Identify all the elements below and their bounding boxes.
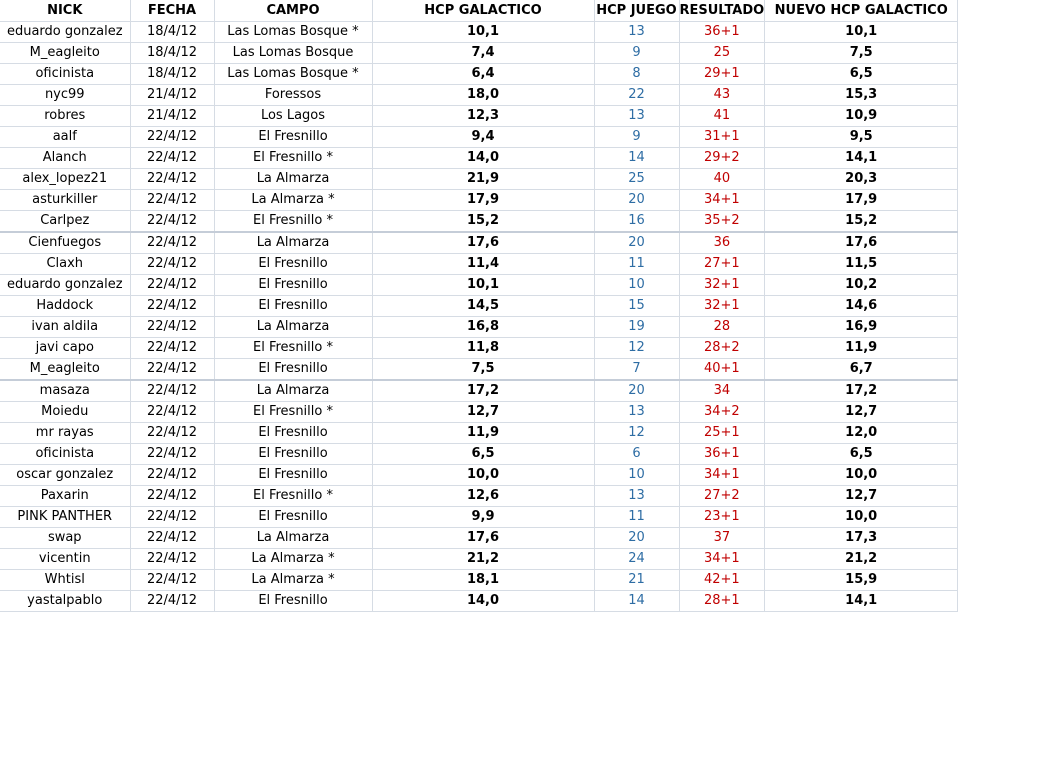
cell-nuevo-hcp[interactable]: 14,1 xyxy=(765,591,958,612)
cell-fecha[interactable]: 22/4/12 xyxy=(130,486,214,507)
cell-nick[interactable]: oscar gonzalez xyxy=(0,465,130,486)
cell-resultado[interactable]: 41 xyxy=(679,106,765,127)
table-row xyxy=(0,359,958,381)
cell-resultado[interactable]: 27+1 xyxy=(679,254,765,275)
cell-nick[interactable]: eduardo gonzalez xyxy=(0,22,130,43)
cell-nuevo-hcp[interactable]: 14,6 xyxy=(765,296,958,317)
cell-campo[interactable]: El Fresnillo * xyxy=(214,402,372,423)
cell-nuevo-hcp[interactable]: 7,5 xyxy=(765,43,958,64)
cell-hcp-juego[interactable]: 13 xyxy=(594,22,679,43)
table-row xyxy=(0,444,958,465)
table-row xyxy=(0,64,958,85)
cell-resultado[interactable]: 35+2 xyxy=(679,211,765,233)
cell-nick[interactable]: nyc99 xyxy=(0,85,130,106)
cell-resultado[interactable]: 42+1 xyxy=(679,570,765,591)
cell-campo[interactable]: La Almarza * xyxy=(214,190,372,211)
cell-hcp-juego[interactable]: 25 xyxy=(594,169,679,190)
cell-fecha[interactable]: 22/4/12 xyxy=(130,465,214,486)
cell-fecha[interactable]: 22/4/12 xyxy=(130,127,214,148)
cell-resultado[interactable]: 28+1 xyxy=(679,591,765,612)
cell-hcp-juego[interactable]: 19 xyxy=(594,317,679,338)
cell-nick[interactable]: Whtisl xyxy=(0,570,130,591)
cell-hcp-juego[interactable]: 9 xyxy=(594,43,679,64)
table-row xyxy=(0,211,958,233)
header-row xyxy=(0,0,958,22)
cell-resultado[interactable]: 36 xyxy=(679,232,765,254)
cell-nick[interactable]: Carlpez xyxy=(0,211,130,233)
cell-resultado[interactable]: 31+1 xyxy=(679,127,765,148)
cell-fecha[interactable]: 22/4/12 xyxy=(130,359,214,381)
cell-hcp-juego[interactable]: 7 xyxy=(594,359,679,381)
cell-nuevo-hcp[interactable]: 9,5 xyxy=(765,127,958,148)
cell-resultado[interactable]: 43 xyxy=(679,85,765,106)
cell-hcp-galactico[interactable]: 11,4 xyxy=(372,254,594,275)
cell-hcp-galactico[interactable]: 6,4 xyxy=(372,64,594,85)
cell-hcp-galactico[interactable]: 18,1 xyxy=(372,570,594,591)
cell-resultado[interactable]: 29+2 xyxy=(679,148,765,169)
table-row xyxy=(0,254,958,275)
table-row xyxy=(0,106,958,127)
cell-campo[interactable]: El Fresnillo xyxy=(214,591,372,612)
table-body xyxy=(0,22,958,612)
cell-fecha[interactable]: 22/4/12 xyxy=(130,380,214,402)
table-row xyxy=(0,275,958,296)
cell-nick[interactable]: alex_lopez21 xyxy=(0,169,130,190)
cell-campo[interactable]: La Almarza xyxy=(214,528,372,549)
header-fecha[interactable]: FECHA xyxy=(130,0,214,22)
cell-nick[interactable]: Paxarin xyxy=(0,486,130,507)
cell-fecha[interactable]: 22/4/12 xyxy=(130,190,214,211)
cell-nuevo-hcp[interactable]: 12,7 xyxy=(765,402,958,423)
cell-nick[interactable]: asturkiller xyxy=(0,190,130,211)
cell-campo[interactable]: Foressos xyxy=(214,85,372,106)
cell-hcp-juego[interactable]: 20 xyxy=(594,190,679,211)
cell-fecha[interactable]: 22/4/12 xyxy=(130,254,214,275)
cell-hcp-galactico[interactable]: 11,9 xyxy=(372,423,594,444)
cell-campo[interactable]: El Fresnillo xyxy=(214,296,372,317)
cell-hcp-galactico[interactable]: 18,0 xyxy=(372,85,594,106)
cell-fecha[interactable]: 18/4/12 xyxy=(130,64,214,85)
header-nick[interactable]: NICK xyxy=(0,0,130,22)
cell-fecha[interactable]: 22/4/12 xyxy=(130,570,214,591)
cell-hcp-galactico[interactable]: 7,4 xyxy=(372,43,594,64)
cell-fecha[interactable]: 22/4/12 xyxy=(130,444,214,465)
cell-resultado[interactable]: 40 xyxy=(679,169,765,190)
cell-fecha[interactable]: 22/4/12 xyxy=(130,507,214,528)
cell-hcp-juego[interactable]: 6 xyxy=(594,444,679,465)
cell-fecha[interactable]: 22/4/12 xyxy=(130,549,214,570)
cell-fecha[interactable]: 18/4/12 xyxy=(130,22,214,43)
cell-campo[interactable]: La Almarza * xyxy=(214,570,372,591)
table-row xyxy=(0,402,958,423)
table-row xyxy=(0,380,958,402)
cell-campo[interactable]: El Fresnillo xyxy=(214,254,372,275)
cell-nuevo-hcp[interactable]: 10,0 xyxy=(765,465,958,486)
cell-fecha[interactable]: 22/4/12 xyxy=(130,423,214,444)
cell-fecha[interactable]: 21/4/12 xyxy=(130,85,214,106)
cell-hcp-juego[interactable]: 12 xyxy=(594,423,679,444)
cell-hcp-juego[interactable]: 20 xyxy=(594,232,679,254)
cell-nuevo-hcp[interactable]: 14,1 xyxy=(765,148,958,169)
cell-nuevo-hcp[interactable]: 15,3 xyxy=(765,85,958,106)
cell-nick[interactable]: Claxh xyxy=(0,254,130,275)
cell-nuevo-hcp[interactable]: 10,9 xyxy=(765,106,958,127)
cell-hcp-galactico[interactable]: 7,5 xyxy=(372,359,594,381)
header-campo[interactable]: CAMPO xyxy=(214,0,372,22)
cell-hcp-juego[interactable]: 11 xyxy=(594,507,679,528)
cell-hcp-juego[interactable]: 14 xyxy=(594,591,679,612)
cell-campo[interactable]: Los Lagos xyxy=(214,106,372,127)
cell-nuevo-hcp[interactable]: 6,7 xyxy=(765,359,958,381)
cell-nuevo-hcp[interactable]: 15,9 xyxy=(765,570,958,591)
cell-nick[interactable]: Alanch xyxy=(0,148,130,169)
cell-nuevo-hcp[interactable]: 12,0 xyxy=(765,423,958,444)
cell-hcp-juego[interactable]: 20 xyxy=(594,528,679,549)
cell-hcp-galactico[interactable]: 12,6 xyxy=(372,486,594,507)
cell-campo[interactable]: La Almarza xyxy=(214,380,372,402)
cell-hcp-galactico[interactable]: 21,9 xyxy=(372,169,594,190)
cell-fecha[interactable]: 22/4/12 xyxy=(130,402,214,423)
cell-hcp-galactico[interactable]: 15,2 xyxy=(372,211,594,233)
cell-hcp-juego[interactable]: 20 xyxy=(594,380,679,402)
cell-hcp-juego[interactable]: 14 xyxy=(594,148,679,169)
table-row xyxy=(0,232,958,254)
cell-nuevo-hcp[interactable]: 6,5 xyxy=(765,444,958,465)
cell-nuevo-hcp[interactable]: 11,9 xyxy=(765,338,958,359)
cell-hcp-juego[interactable]: 10 xyxy=(594,275,679,296)
table-row xyxy=(0,570,958,591)
cell-nick[interactable]: Cienfuegos xyxy=(0,232,130,254)
cell-campo[interactable]: El Fresnillo xyxy=(214,465,372,486)
cell-fecha[interactable]: 22/4/12 xyxy=(130,275,214,296)
cell-campo[interactable]: La Almarza xyxy=(214,169,372,190)
cell-fecha[interactable]: 22/4/12 xyxy=(130,211,214,233)
cell-hcp-galactico[interactable]: 12,7 xyxy=(372,402,594,423)
cell-resultado[interactable]: 34+1 xyxy=(679,549,765,570)
cell-resultado[interactable]: 34+1 xyxy=(679,190,765,211)
cell-fecha[interactable]: 22/4/12 xyxy=(130,338,214,359)
cell-nick[interactable]: M_eagleito xyxy=(0,359,130,381)
cell-resultado[interactable]: 36+1 xyxy=(679,444,765,465)
cell-hcp-juego[interactable]: 8 xyxy=(594,64,679,85)
cell-resultado[interactable]: 32+1 xyxy=(679,275,765,296)
table-row xyxy=(0,486,958,507)
cell-nick[interactable]: PINK PANTHER xyxy=(0,507,130,528)
cell-hcp-galactico[interactable]: 10,1 xyxy=(372,275,594,296)
cell-campo[interactable]: La Almarza xyxy=(214,232,372,254)
cell-hcp-galactico[interactable]: 17,6 xyxy=(372,232,594,254)
cell-hcp-galactico[interactable]: 10,1 xyxy=(372,22,594,43)
cell-fecha[interactable]: 22/4/12 xyxy=(130,528,214,549)
header-nuevo-hcp[interactable]: NUEVO HCP GALACTICO xyxy=(765,0,958,22)
table-row xyxy=(0,190,958,211)
cell-resultado[interactable]: 40+1 xyxy=(679,359,765,381)
cell-nick[interactable]: masaza xyxy=(0,380,130,402)
cell-fecha[interactable]: 22/4/12 xyxy=(130,169,214,190)
cell-campo[interactable]: Las Lomas Bosque * xyxy=(214,64,372,85)
table-row xyxy=(0,22,958,43)
cell-nuevo-hcp[interactable]: 12,7 xyxy=(765,486,958,507)
table-row xyxy=(0,317,958,338)
table-row xyxy=(0,296,958,317)
cell-campo[interactable]: El Fresnillo * xyxy=(214,338,372,359)
header-hcp-juego[interactable]: HCP JUEGO xyxy=(594,0,679,22)
cell-hcp-galactico[interactable]: 21,2 xyxy=(372,549,594,570)
cell-nuevo-hcp[interactable]: 6,5 xyxy=(765,64,958,85)
table-row xyxy=(0,549,958,570)
table-row xyxy=(0,43,958,64)
cell-nick[interactable]: robres xyxy=(0,106,130,127)
cell-resultado[interactable]: 25+1 xyxy=(679,423,765,444)
cell-fecha[interactable]: 18/4/12 xyxy=(130,43,214,64)
cell-hcp-juego[interactable]: 22 xyxy=(594,85,679,106)
cell-resultado[interactable]: 34 xyxy=(679,380,765,402)
cell-hcp-galactico[interactable]: 6,5 xyxy=(372,444,594,465)
cell-campo[interactable]: El Fresnillo * xyxy=(214,486,372,507)
cell-campo[interactable]: El Fresnillo xyxy=(214,127,372,148)
cell-fecha[interactable]: 22/4/12 xyxy=(130,317,214,338)
cell-hcp-galactico[interactable]: 17,2 xyxy=(372,380,594,402)
cell-hcp-galactico[interactable]: 14,0 xyxy=(372,591,594,612)
cell-nick[interactable]: javi capo xyxy=(0,338,130,359)
cell-resultado[interactable]: 34+2 xyxy=(679,402,765,423)
table-row xyxy=(0,507,958,528)
cell-campo[interactable]: El Fresnillo xyxy=(214,359,372,381)
table-row xyxy=(0,169,958,190)
cell-hcp-galactico[interactable]: 12,3 xyxy=(372,106,594,127)
cell-campo[interactable]: El Fresnillo xyxy=(214,423,372,444)
cell-nuevo-hcp[interactable]: 17,2 xyxy=(765,380,958,402)
cell-fecha[interactable]: 21/4/12 xyxy=(130,106,214,127)
table-row xyxy=(0,148,958,169)
table-row xyxy=(0,528,958,549)
cell-resultado[interactable]: 28+2 xyxy=(679,338,765,359)
header-resultado[interactable]: RESULTADO xyxy=(679,0,765,22)
cell-hcp-galactico[interactable]: 11,8 xyxy=(372,338,594,359)
table-row xyxy=(0,85,958,106)
cell-hcp-juego[interactable]: 9 xyxy=(594,127,679,148)
cell-hcp-galactico[interactable]: 10,0 xyxy=(372,465,594,486)
cell-hcp-juego[interactable]: 12 xyxy=(594,338,679,359)
cell-nuevo-hcp[interactable]: 17,3 xyxy=(765,528,958,549)
cell-resultado[interactable]: 36+1 xyxy=(679,22,765,43)
cell-campo[interactable]: Las Lomas Bosque * xyxy=(214,22,372,43)
cell-nick[interactable]: eduardo gonzalez xyxy=(0,275,130,296)
cell-hcp-galactico[interactable]: 9,4 xyxy=(372,127,594,148)
cell-campo[interactable]: El Fresnillo * xyxy=(214,148,372,169)
cell-resultado[interactable]: 27+2 xyxy=(679,486,765,507)
cell-campo[interactable]: Las Lomas Bosque xyxy=(214,43,372,64)
cell-nuevo-hcp[interactable]: 10,0 xyxy=(765,507,958,528)
cell-resultado[interactable]: 25 xyxy=(679,43,765,64)
cell-campo[interactable]: El Fresnillo xyxy=(214,507,372,528)
cell-hcp-galactico[interactable]: 9,9 xyxy=(372,507,594,528)
cell-hcp-juego[interactable]: 13 xyxy=(594,402,679,423)
cell-nick[interactable]: Moiedu xyxy=(0,402,130,423)
table-row xyxy=(0,338,958,359)
table-row xyxy=(0,465,958,486)
cell-nuevo-hcp[interactable]: 10,2 xyxy=(765,275,958,296)
cell-resultado[interactable]: 23+1 xyxy=(679,507,765,528)
cell-nick[interactable]: ivan aldila xyxy=(0,317,130,338)
cell-campo[interactable]: El Fresnillo xyxy=(214,444,372,465)
cell-nick[interactable]: oficinista xyxy=(0,444,130,465)
cell-hcp-galactico[interactable]: 16,8 xyxy=(372,317,594,338)
table-row xyxy=(0,423,958,444)
cell-nuevo-hcp[interactable]: 11,5 xyxy=(765,254,958,275)
cell-nick[interactable]: yastalpablo xyxy=(0,591,130,612)
cell-nuevo-hcp[interactable]: 15,2 xyxy=(765,211,958,233)
cell-hcp-juego[interactable]: 16 xyxy=(594,211,679,233)
cell-nuevo-hcp[interactable]: 20,3 xyxy=(765,169,958,190)
cell-hcp-juego[interactable]: 13 xyxy=(594,106,679,127)
cell-fecha[interactable]: 22/4/12 xyxy=(130,232,214,254)
cell-nuevo-hcp[interactable]: 10,1 xyxy=(765,22,958,43)
cell-hcp-juego[interactable]: 24 xyxy=(594,549,679,570)
table-row xyxy=(0,591,958,612)
cell-hcp-juego[interactable]: 15 xyxy=(594,296,679,317)
cell-fecha[interactable]: 22/4/12 xyxy=(130,591,214,612)
cell-resultado[interactable]: 37 xyxy=(679,528,765,549)
cell-nick[interactable]: aalf xyxy=(0,127,130,148)
cell-fecha[interactable]: 22/4/12 xyxy=(130,148,214,169)
table-row xyxy=(0,127,958,148)
cell-campo[interactable]: El Fresnillo xyxy=(214,275,372,296)
cell-nuevo-hcp[interactable]: 17,6 xyxy=(765,232,958,254)
header-hcp-galactico[interactable]: HCP GALACTICO xyxy=(372,0,594,22)
cell-resultado[interactable]: 29+1 xyxy=(679,64,765,85)
cell-hcp-juego[interactable]: 10 xyxy=(594,465,679,486)
cell-hcp-galactico[interactable]: 17,9 xyxy=(372,190,594,211)
cell-nick[interactable]: swap xyxy=(0,528,130,549)
cell-nuevo-hcp[interactable]: 21,2 xyxy=(765,549,958,570)
cell-hcp-galactico[interactable]: 14,5 xyxy=(372,296,594,317)
cell-fecha[interactable]: 22/4/12 xyxy=(130,296,214,317)
cell-resultado[interactable]: 32+1 xyxy=(679,296,765,317)
cell-nick[interactable]: mr rayas xyxy=(0,423,130,444)
cell-campo[interactable]: El Fresnillo * xyxy=(214,211,372,233)
cell-nick[interactable]: M_eagleito xyxy=(0,43,130,64)
cell-hcp-galactico[interactable]: 14,0 xyxy=(372,148,594,169)
cell-nuevo-hcp[interactable]: 16,9 xyxy=(765,317,958,338)
cell-resultado[interactable]: 28 xyxy=(679,317,765,338)
cell-nick[interactable]: oficinista xyxy=(0,64,130,85)
cell-hcp-galactico[interactable]: 17,6 xyxy=(372,528,594,549)
cell-nick[interactable]: vicentin xyxy=(0,549,130,570)
cell-nuevo-hcp[interactable]: 17,9 xyxy=(765,190,958,211)
cell-campo[interactable]: La Almarza * xyxy=(214,549,372,570)
cell-hcp-juego[interactable]: 21 xyxy=(594,570,679,591)
cell-hcp-juego[interactable]: 11 xyxy=(594,254,679,275)
cell-resultado[interactable]: 34+1 xyxy=(679,465,765,486)
cell-hcp-juego[interactable]: 13 xyxy=(594,486,679,507)
cell-nick[interactable]: Haddock xyxy=(0,296,130,317)
cell-campo[interactable]: La Almarza xyxy=(214,317,372,338)
